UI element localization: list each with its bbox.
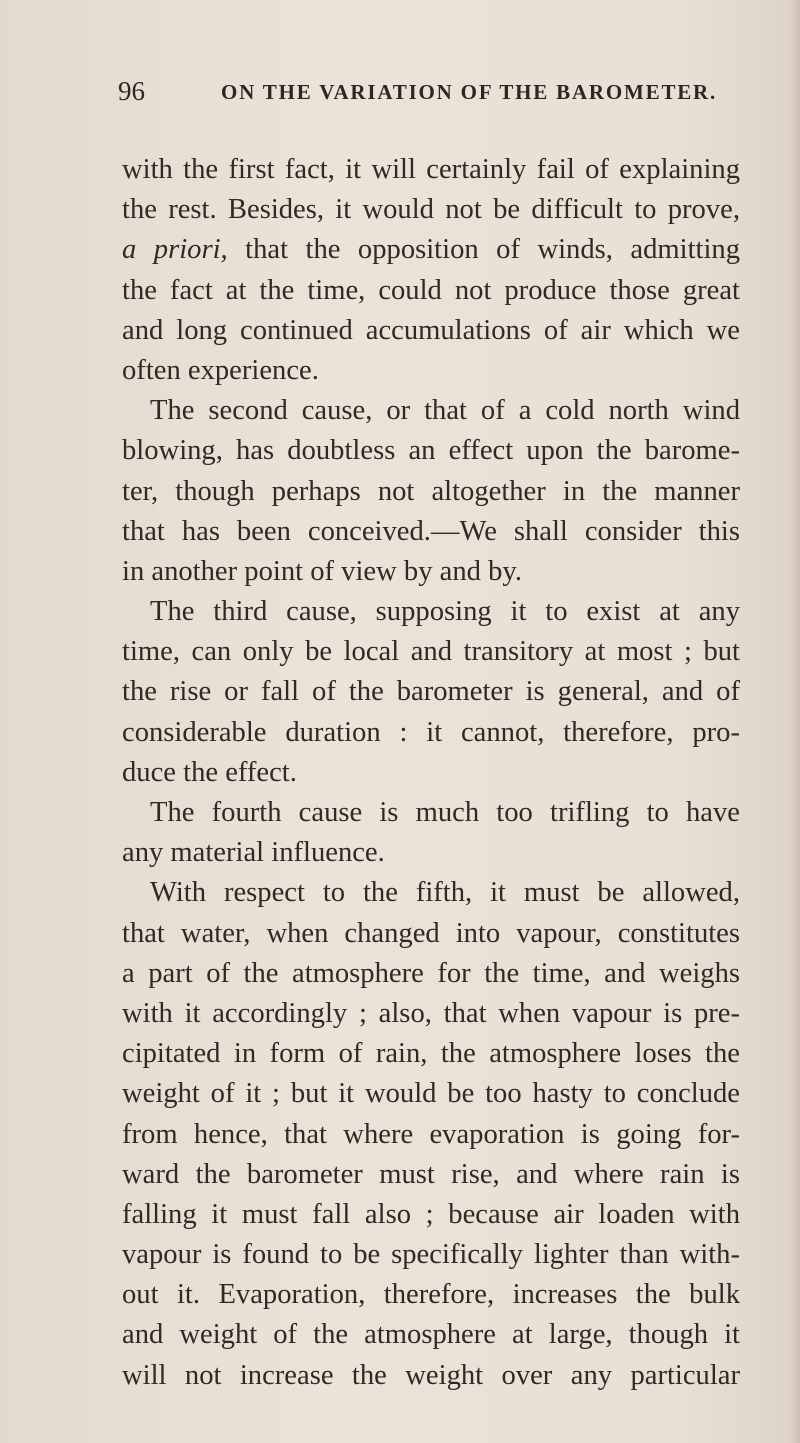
page-number: 96 (118, 76, 145, 106)
text-line: The second cause, or that of a cold north wind (150, 395, 740, 427)
text-line: that water, when changed into vapour, constitutes (122, 917, 740, 949)
running-head (118, 76, 758, 116)
text-line: time, can only be local and transitory at most ; but (122, 636, 740, 668)
text-line: ward the barometer must rise, and where rain is (122, 1158, 740, 1190)
text-line: With respect to the fifth, it must be allowed, (150, 877, 740, 909)
text-line: considerable duration : it cannot, therefore, pro- (122, 716, 740, 748)
text-line: the rise or fall of the barometer is general, and of (122, 676, 740, 708)
text-line: vapour is found to be specifically lighter than with- (122, 1239, 740, 1271)
text-line: that has been conceived.—We shall consider this (122, 515, 740, 547)
text-line: any material influence. (122, 837, 385, 869)
text-line: will not increase the weight over any particular (122, 1359, 740, 1391)
body-text (122, 150, 740, 1396)
text-line: often experience. (122, 354, 319, 386)
text-line: blowing, has doubtless an effect upon the barome- (122, 435, 740, 467)
text-line: in another point of view by and by. (122, 555, 522, 587)
running-head-title: ON THE VARIATION OF THE BAROMETER. (221, 80, 718, 104)
text-line: with the first fact, it will certainly fail of explaining (122, 154, 740, 185)
page-edge-shadow (790, 0, 800, 1443)
text-line: the rest. Besides, it would not be difficult to prove, (122, 194, 740, 226)
text-line: weight of it ; but it would be too hasty to conclude (122, 1078, 740, 1110)
text-line: with it accordingly ; also, that when vapour is pre- (122, 997, 740, 1029)
italic-phrase: a priori, (122, 234, 228, 266)
text-line: The third cause, supposing it to exist at any (150, 596, 740, 628)
text-line: ter, though perhaps not altogether in the manner (122, 475, 740, 507)
text-line: from hence, that where evaporation is going for- (122, 1118, 740, 1150)
text-line: a part of the atmosphere for the time, and weighs (122, 957, 740, 989)
text-line: a priori, that the opposition of winds, admitting (122, 234, 740, 266)
text-line: falling it must fall also ; because air loaden with (122, 1198, 740, 1230)
text-line: and long continued accumulations of air which we (122, 314, 740, 346)
text-line: out it. Evaporation, therefore, increases the bulk (122, 1279, 740, 1311)
text-line: the fact at the time, could not produce those great (122, 274, 740, 306)
text-line: and weight of the atmosphere at large, though it (122, 1319, 740, 1351)
text-line: cipitated in form of rain, the atmosphere loses the (122, 1038, 740, 1070)
text-line: The fourth cause is much too trifling to have (150, 797, 740, 828)
text-line: duce the effect. (122, 756, 297, 788)
